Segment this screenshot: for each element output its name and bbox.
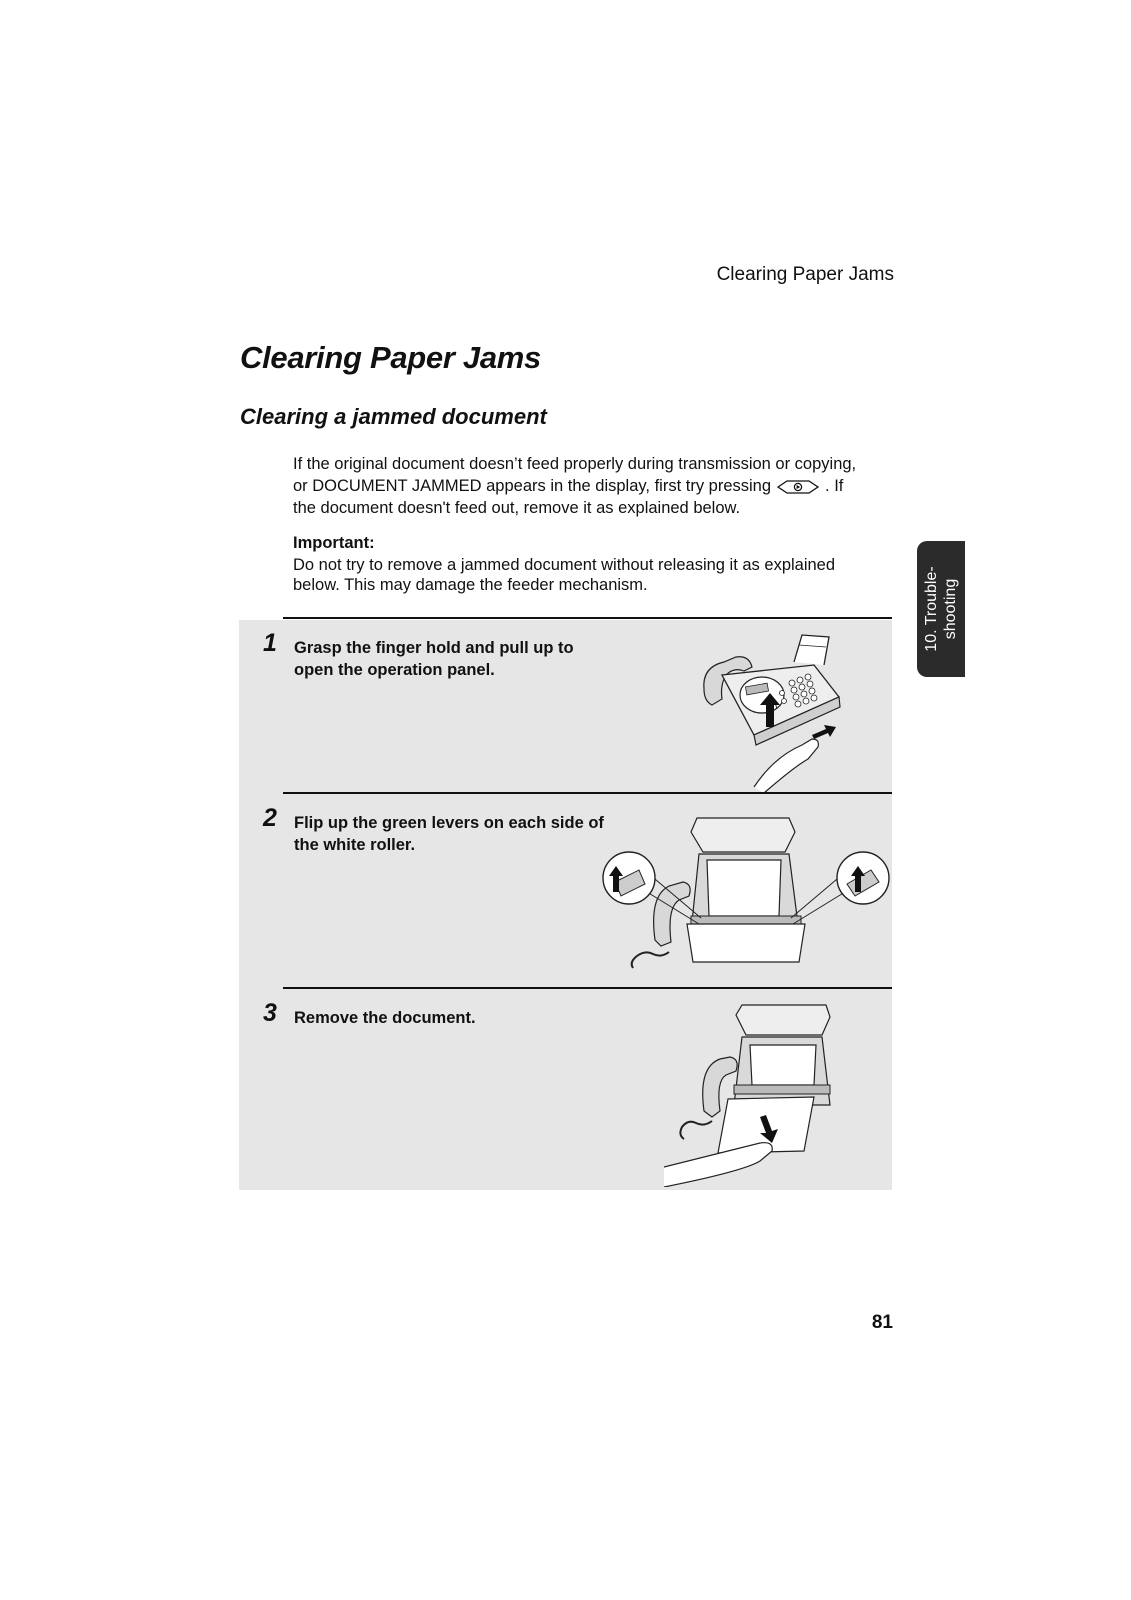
- step-number: 1: [263, 629, 277, 657]
- intro-line: If the original document doesn’t feed properly during transmission or copying,: [293, 455, 857, 473]
- step-divider: [283, 617, 892, 619]
- intro-line-text: or DOCUMENT JAMMED appears in the display, first try pressing: [293, 477, 772, 495]
- intro-paragraph: [293, 453, 893, 519]
- intro-line: the document doesn't feed out, remove it as explained below.: [293, 499, 741, 517]
- step-instruction: [294, 1007, 624, 1029]
- step-instruction-line: Remove the document.: [294, 1009, 476, 1027]
- step-number: 3: [263, 999, 277, 1027]
- step-divider: [283, 792, 892, 794]
- step-1: [239, 617, 892, 797]
- start-key-icon: [775, 479, 821, 495]
- fax-roller-levers-illustration: [599, 812, 891, 987]
- important-label: Important:: [293, 534, 375, 552]
- page-title: Clearing Paper Jams: [240, 340, 542, 375]
- fax-remove-document-illustration: [664, 1001, 844, 1187]
- step-3: [239, 987, 892, 1187]
- step-2: [239, 792, 892, 987]
- step-instruction: [294, 812, 624, 856]
- running-header: Clearing Paper Jams: [716, 264, 894, 285]
- page-number: 81: [871, 1312, 893, 1333]
- intro-line-text: . If: [825, 477, 844, 495]
- chapter-tab: [917, 541, 965, 677]
- step-divider: [283, 987, 892, 989]
- fax-open-panel-illustration: [694, 627, 864, 797]
- steps-panel: [239, 620, 892, 1190]
- step-instruction-line: open the operation panel.: [294, 661, 495, 679]
- section-title: Clearing a jammed document: [240, 404, 547, 429]
- step-instruction-line: Grasp the finger hold and pull up to: [294, 639, 574, 657]
- step-instruction-line: Flip up the green levers on each side of: [294, 814, 604, 832]
- step-instruction-line: the white roller.: [294, 836, 416, 854]
- step-number: 2: [263, 804, 277, 832]
- chapter-tab-label: [922, 566, 960, 651]
- step-instruction: [294, 637, 624, 681]
- important-text: Do not try to remove a jammed document without releasing it as explained below. This may damage the feeder mechanism.: [293, 556, 836, 594]
- chapter-tab-line: shooting: [942, 578, 959, 640]
- chapter-tab-line: 10. Trouble-: [923, 566, 940, 652]
- intro-line: [293, 475, 893, 497]
